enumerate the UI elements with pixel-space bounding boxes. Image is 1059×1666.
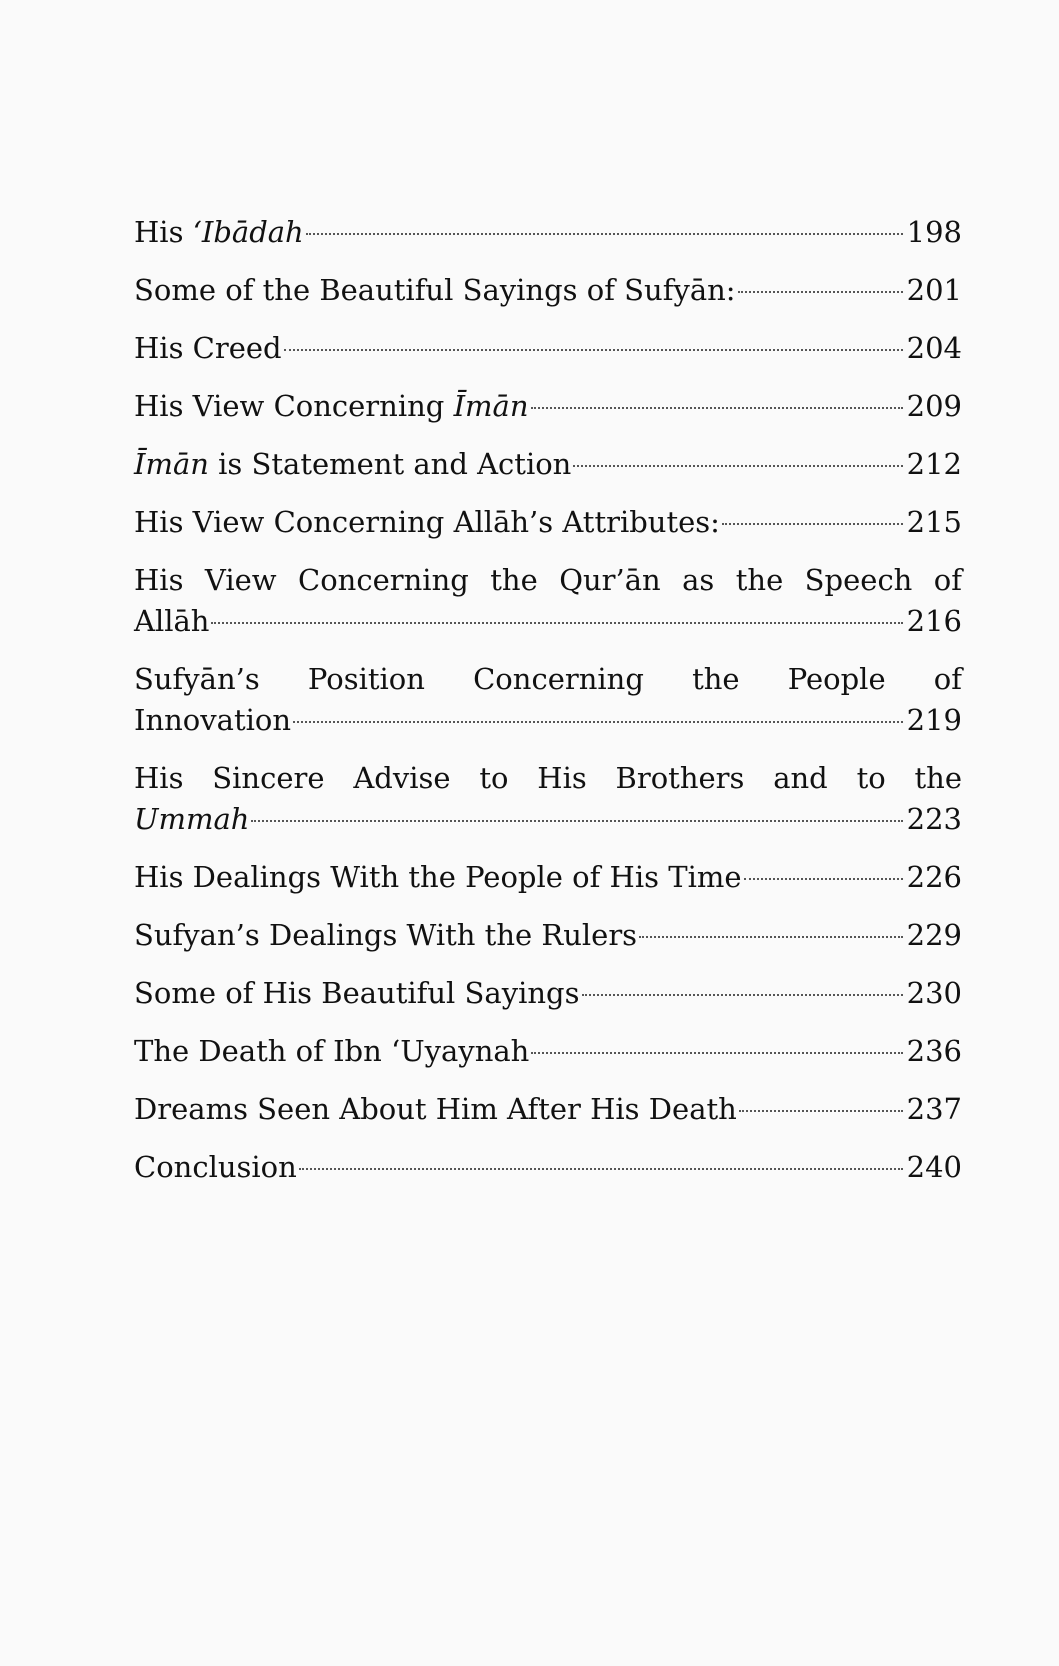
toc-entry <box>134 502 962 542</box>
toc-entry-title: Dreams Seen About Him After His Death <box>134 1092 737 1126</box>
dot-leader <box>299 1168 903 1170</box>
dot-leader <box>573 465 902 467</box>
dot-leader <box>639 936 903 938</box>
toc-entry <box>134 659 962 740</box>
toc-entry-title: The Death of Ibn ‘Uyaynah <box>134 1034 530 1068</box>
toc-entry-title: His View Concerning Īmān <box>134 389 529 423</box>
dot-leader <box>531 407 903 409</box>
toc-entry <box>134 915 962 955</box>
toc-entry <box>134 758 962 839</box>
toc-page-number: 209 <box>906 389 962 423</box>
toc-entry-title: His ‘Ibādah <box>134 215 304 249</box>
toc-page-number: 204 <box>906 331 962 365</box>
toc-page-number: 215 <box>906 505 962 539</box>
dot-leader <box>284 349 903 351</box>
toc-entry <box>134 973 962 1013</box>
toc-page-number: 223 <box>906 802 962 836</box>
toc-entry-title: Some of the Beautiful Sayings of Sufyān: <box>134 273 736 307</box>
toc-entry-title: His View Concerning Allāh’s Attributes: <box>134 505 720 539</box>
toc-entry-title: Conclusion <box>134 1150 297 1184</box>
toc-entry <box>134 1031 962 1071</box>
toc-entry <box>134 560 962 641</box>
toc-page-number: 219 <box>906 703 962 737</box>
toc-entry-title: His Dealings With the People of His Time <box>134 860 742 894</box>
toc-page-number: 240 <box>906 1150 962 1184</box>
dot-leader <box>293 721 903 723</box>
toc-page-number: 226 <box>906 860 962 894</box>
toc-page-number: 237 <box>906 1092 962 1126</box>
toc-entry <box>134 857 962 897</box>
toc-entry-title-line: His Sincere Advise to His Brothers and to the <box>134 761 962 795</box>
dot-leader <box>744 878 903 880</box>
dot-leader <box>582 994 903 996</box>
toc-entry <box>134 328 962 368</box>
toc-entry-title: Ummah <box>134 802 250 836</box>
toc-page-number: 216 <box>906 604 962 638</box>
toc-entry-title-line: His View Concerning the Qur’ān as the Speech of <box>134 563 962 597</box>
dot-leader <box>306 233 903 235</box>
toc-entry-title: His Creed <box>134 331 282 365</box>
toc-entry <box>134 1089 962 1129</box>
toc-entry-title: Sufyan’s Dealings With the Rulers <box>134 918 638 952</box>
dot-leader <box>739 1110 903 1112</box>
toc-entry-title: Some of His Beautiful Sayings <box>134 976 580 1010</box>
dot-leader <box>531 1052 902 1054</box>
toc-entry <box>134 270 962 310</box>
toc-entry <box>134 386 962 426</box>
toc-entry-title: Innovation <box>134 703 292 737</box>
toc-page-number: 229 <box>906 918 962 952</box>
toc-page-number: 230 <box>906 976 962 1010</box>
toc-page-number: 236 <box>906 1034 962 1068</box>
toc-entry-title-line: Sufyān’s Position Concerning the People of <box>134 662 962 696</box>
toc-entry <box>134 444 962 484</box>
toc-entry-title: Allāh <box>134 604 210 638</box>
dot-leader <box>738 291 903 293</box>
toc-entry <box>134 212 962 252</box>
toc-entry-title: Īmān is Statement and Action <box>134 447 572 481</box>
toc-page-number: 198 <box>906 215 962 249</box>
dot-leader <box>211 622 902 624</box>
toc-page-number: 201 <box>906 273 962 307</box>
dot-leader <box>722 523 903 525</box>
dot-leader <box>251 820 902 822</box>
toc-page-number: 212 <box>906 447 962 481</box>
toc-entry <box>134 1147 962 1187</box>
table-of-contents <box>134 212 962 1205</box>
